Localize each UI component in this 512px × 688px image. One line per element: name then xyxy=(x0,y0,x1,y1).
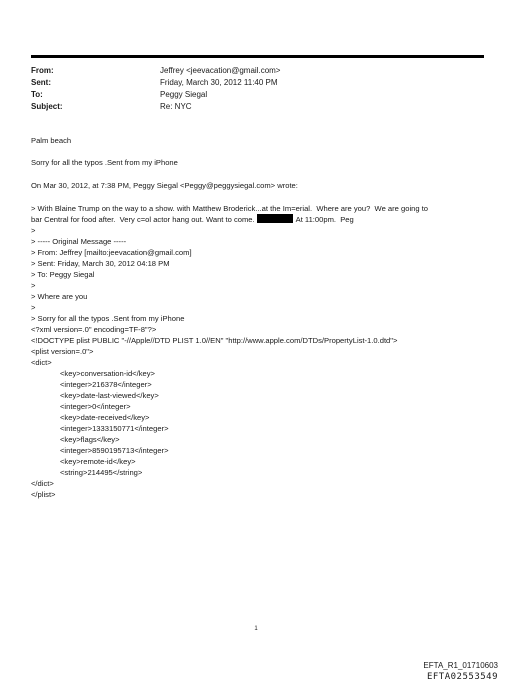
xml-line: <integer>0</integer> xyxy=(60,402,131,411)
bates-number-small: EFTA_R1_01710603 xyxy=(423,661,498,670)
subject-row xyxy=(31,101,280,113)
bates-number-large: EFTA02553549 xyxy=(426,672,498,682)
xml-line: <integer>216378</integer> xyxy=(60,380,152,389)
to-label: To: xyxy=(31,90,43,99)
from-row xyxy=(31,65,280,77)
body-line: Sorry for all the typos .Sent from my iPhone xyxy=(31,158,178,167)
quote-marker: > xyxy=(31,281,36,290)
subject-label: Subject: xyxy=(31,102,63,111)
xml-line: <key>remote-id</key> xyxy=(60,457,136,466)
to-row xyxy=(31,89,280,101)
quote-line: > From: Jeffrey [mailto:jeevacation@gmail.com] xyxy=(31,248,192,257)
quote-marker: > xyxy=(31,303,36,312)
to-value: Peggy Siegal xyxy=(160,90,208,99)
xml-line: <string>214495</string> xyxy=(60,468,143,477)
quote-line: > Sorry for all the typos .Sent from my iPhone xyxy=(31,314,185,323)
body-line: Palm beach xyxy=(31,136,72,145)
quote-line-with-redaction xyxy=(31,214,491,225)
xml-line: <dict> xyxy=(31,358,52,367)
xml-line: </plist> xyxy=(31,490,56,499)
from-value: Jeffrey <jeevacation@gmail.com> xyxy=(160,66,281,75)
body-line: On Mar 30, 2012, at 7:38 PM, Peggy Siegal <Peggy@peggysiegal.com> wrote: xyxy=(31,181,298,190)
email-header xyxy=(31,65,280,113)
xml-line: <key>date-received</key> xyxy=(60,413,150,422)
xml-line: <?xml version=.0" encoding=TF-8"?> xyxy=(31,325,157,334)
page-number: 1 xyxy=(254,626,258,632)
subject-value: Re: NYC xyxy=(160,102,192,111)
header-rule xyxy=(31,55,484,58)
sent-value: Friday, March 30, 2012 11:40 PM xyxy=(160,78,278,87)
xml-line: <key>date-last-viewed</key> xyxy=(60,391,159,400)
from-label: From: xyxy=(31,66,54,75)
sent-row xyxy=(31,77,280,89)
xml-line: </dict> xyxy=(31,479,54,488)
sent-label: Sent: xyxy=(31,78,51,87)
xml-line: <key>flags</key> xyxy=(60,435,120,444)
quote-line: > With Blaine Trump on the way to a show. with Matthew Broderick...at the Im=erial. Where are you? We are going to xyxy=(31,204,429,213)
quote-line: > Where are you xyxy=(31,292,88,301)
xml-line: <integer>8590195713</integer> xyxy=(60,446,169,455)
quote-line: > ----- Original Message ----- xyxy=(31,237,127,246)
quote-marker: > xyxy=(31,226,36,235)
xml-line: <!DOCTYPE plist PUBLIC "-//Apple//DTD PLIST 1.0//EN" "http://www.apple.com/DTDs/PropertyList-1.0.dtd"> xyxy=(31,336,398,345)
quote-text: At 11:00pm. Peg xyxy=(295,215,354,224)
quote-text: bar Central for food after. Very c=ol actor hang out. Want to come. xyxy=(31,215,255,224)
quote-line: > Sent: Friday, March 30, 2012 04:18 PM xyxy=(31,259,170,268)
quote-line: > To: Peggy Siegal xyxy=(31,270,95,279)
xml-line: <key>conversation-id</key> xyxy=(60,369,155,378)
xml-line: <integer>1333150771</integer> xyxy=(60,424,169,433)
xml-line: <plist version=.0"> xyxy=(31,347,94,356)
redaction-block xyxy=(257,214,293,223)
